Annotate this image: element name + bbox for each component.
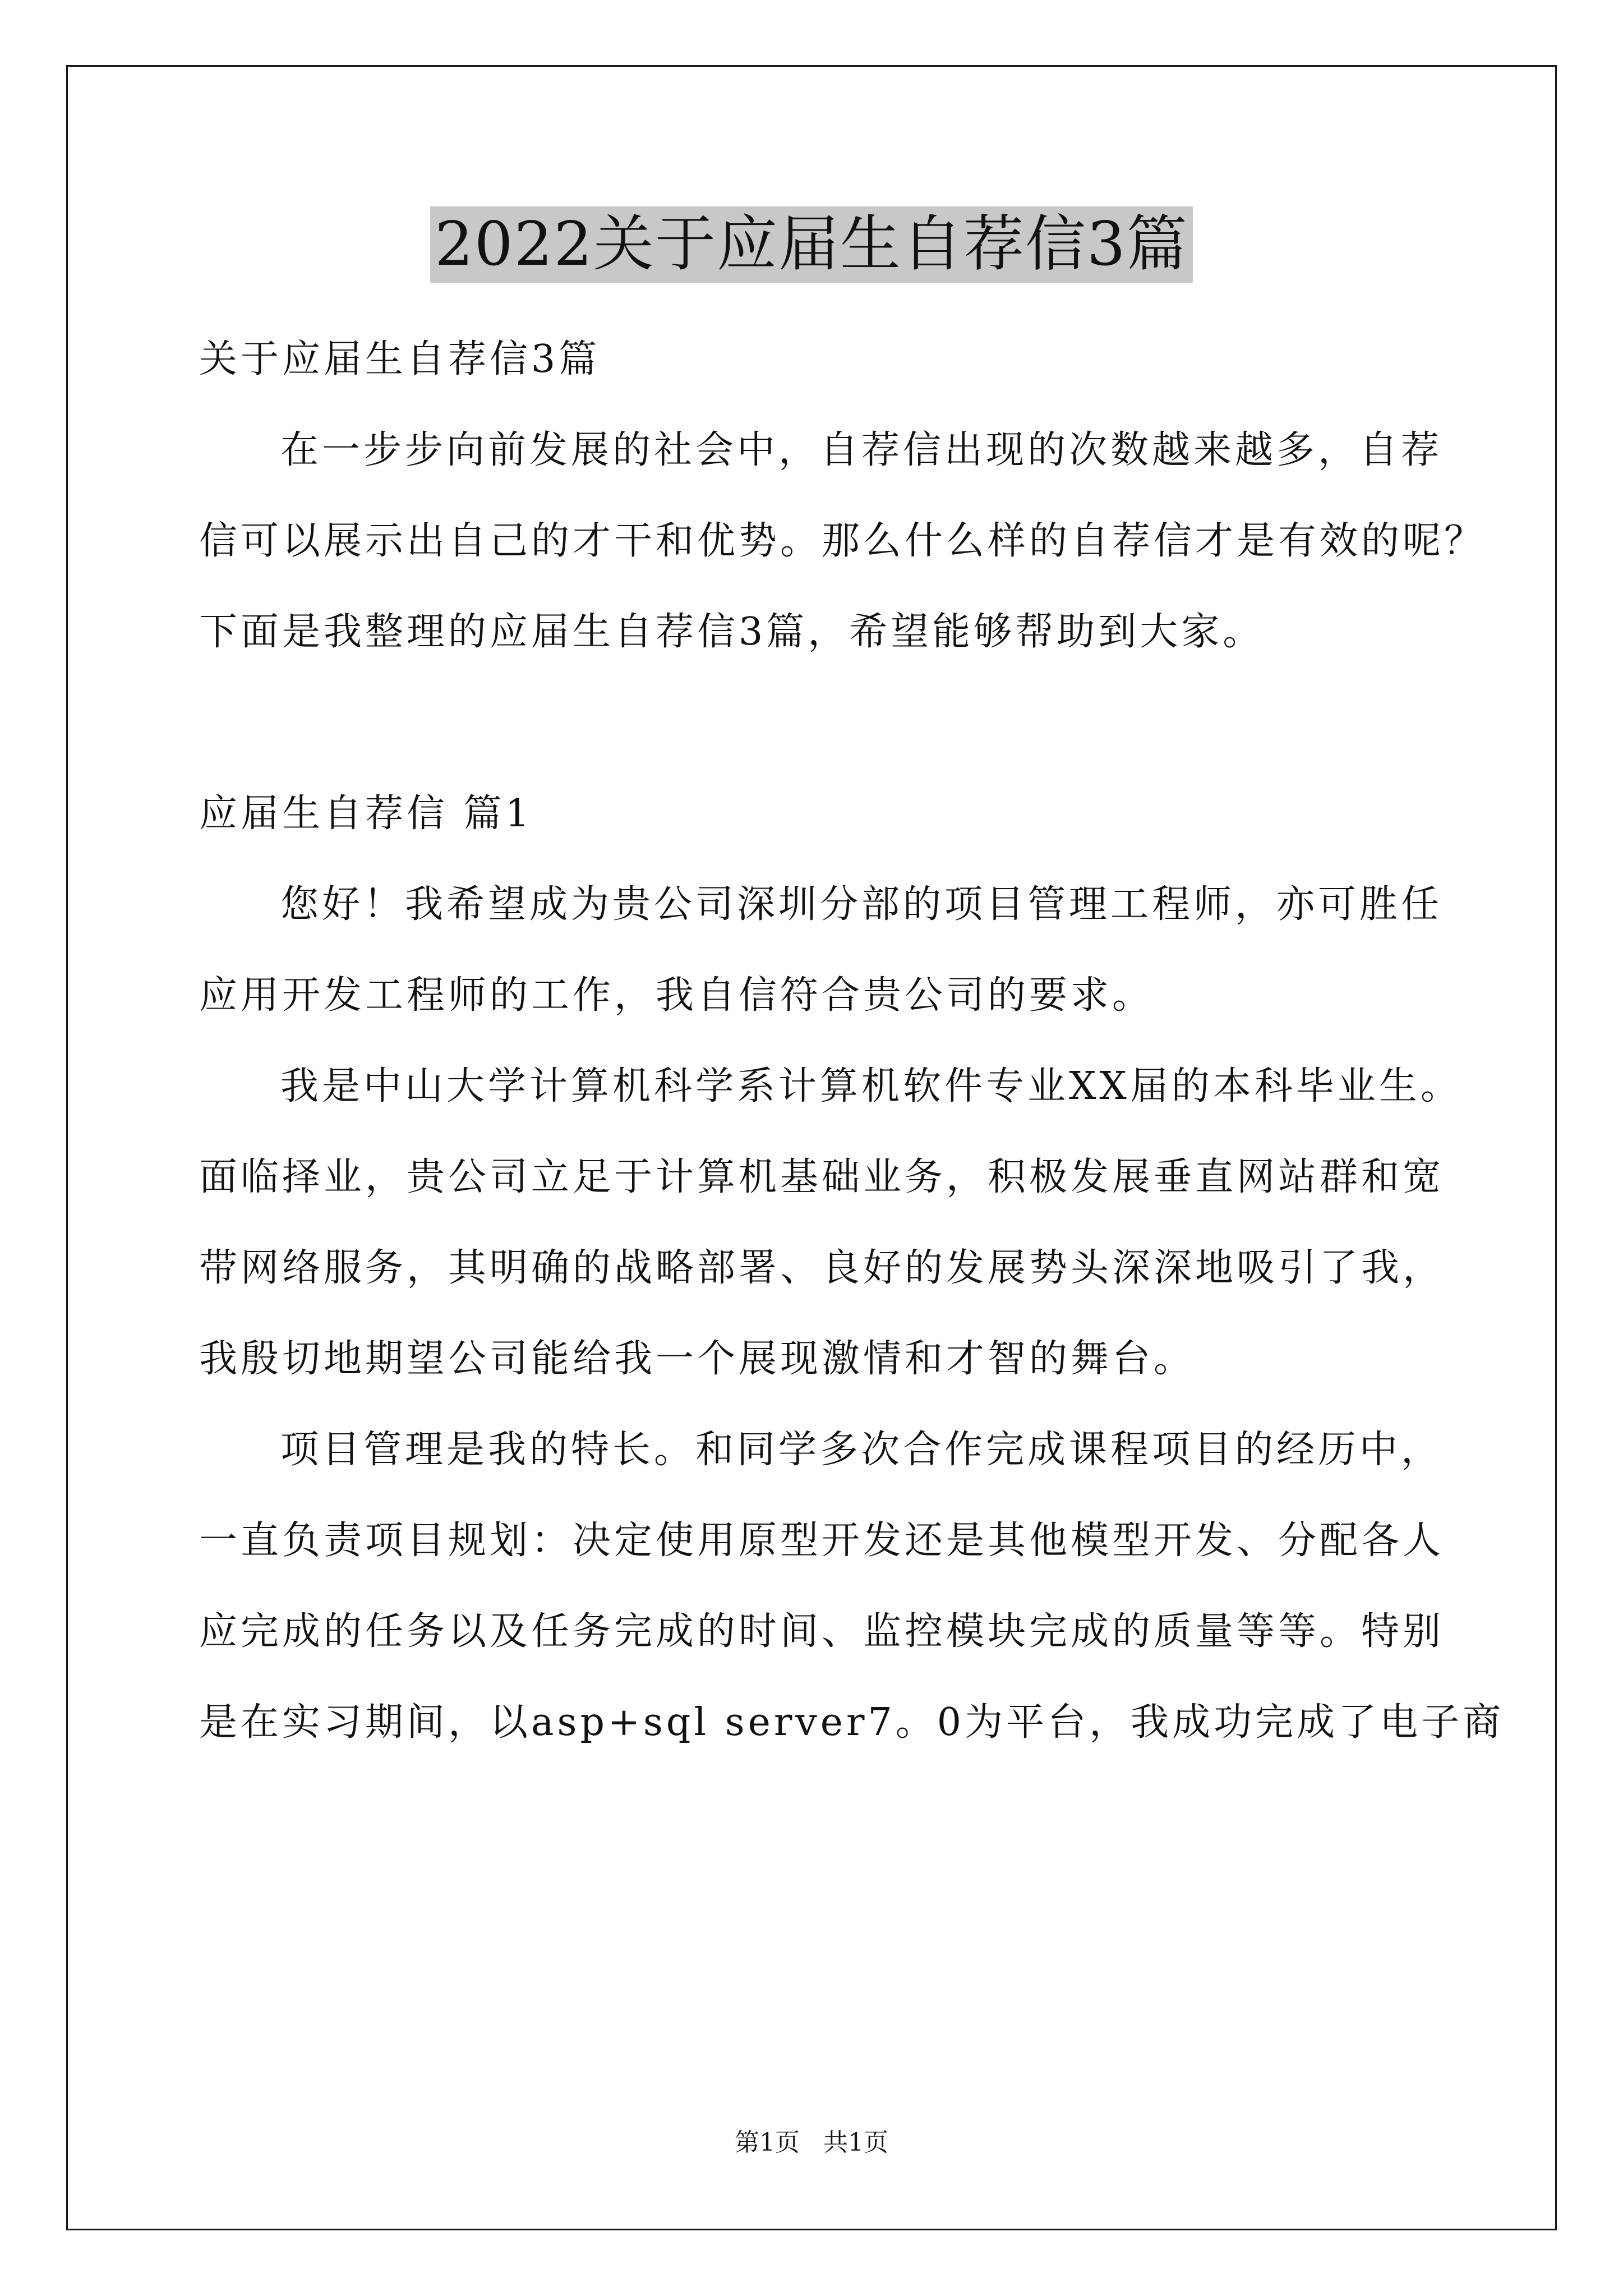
document-body xyxy=(199,314,1505,1768)
intro-paragraph-line: 信可以展示出自己的才干和优势。那么什么样的自荐信才是有效的呢？ xyxy=(199,519,1486,563)
section-heading: 应届生自荐信 篇1 xyxy=(199,792,533,836)
paragraph-line: 一直负责项目规划：决定使用原型开发还是其他模型开发、分配各人 xyxy=(199,1519,1445,1563)
paragraph-line: 我是中山大学计算机科学系计算机软件专业XX届的本科毕业生。 xyxy=(280,1064,1462,1108)
page-footer: 第1页 共1页 xyxy=(735,2128,888,2157)
paragraph-line: 我殷切地期望公司能给我一个展现激情和才智的舞台。 xyxy=(199,1337,1196,1381)
paragraph-line: 带网络服务，其明确的战略部署、良好的发展势头深深地吸引了我， xyxy=(199,1246,1445,1290)
paragraph-line: 是在实习期间，以asp+sql server7。0为平台，我成功完成了电子商 xyxy=(199,1700,1505,1745)
intro-paragraph-line: 下面是我整理的应届生自荐信3篇，希望能够帮助到大家。 xyxy=(199,610,1265,654)
paragraph-line: 应用开发工程师的工作，我自信符合贵公司的要求。 xyxy=(199,973,1154,1018)
intro-paragraph-line: 在一步步向前发展的社会中，自荐信出现的次数越来越多，自荐 xyxy=(280,428,1443,472)
document-title: 2022关于应届生自荐信3篇 xyxy=(430,206,1193,283)
blank-line xyxy=(199,678,1427,769)
title-container xyxy=(0,206,1623,283)
paragraph-line: 面临择业，贵公司立足于计算机基础业务，积极发展垂直网站群和宽 xyxy=(199,1155,1445,1199)
paragraph-line: 应完成的任务以及任务完成的时间、监控模块完成的质量等等。特别 xyxy=(199,1609,1445,1654)
paragraph-line: 项目管理是我的特长。和同学多次合作完成课程项目的经历中， xyxy=(280,1428,1443,1472)
subtitle-line: 关于应届生自荐信3篇 xyxy=(199,337,601,381)
paragraph-line: 您好！我希望成为贵公司深圳分部的项目管理工程师，亦可胜任 xyxy=(280,882,1443,927)
